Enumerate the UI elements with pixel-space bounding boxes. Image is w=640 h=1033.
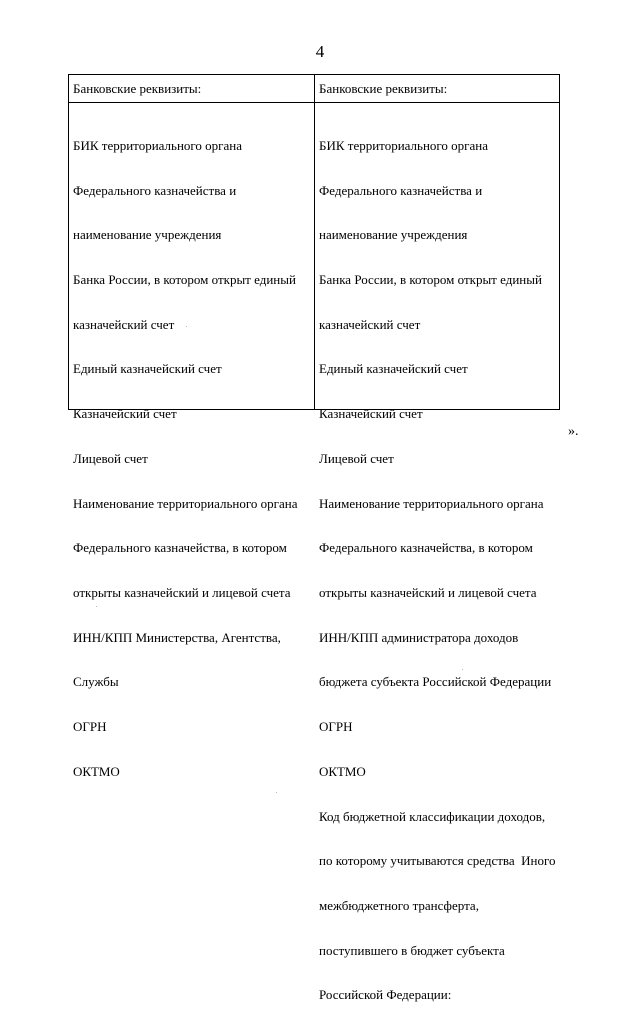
scan-speck <box>186 326 187 327</box>
left-details-cell <box>73 109 297 810</box>
right-detail-line: БИК территориального органа <box>319 137 488 153</box>
page-number: 4 <box>315 42 325 61</box>
left-detail-line: ИНН/КПП Министерства, Агентства, <box>73 629 281 645</box>
right-detail-line: Код бюджетной классификации доходов, <box>319 808 546 824</box>
left-detail-line: открыты казначейский и лицевой счета <box>73 585 291 600</box>
right-detail-line: Казначейский счет <box>319 406 423 422</box>
closing-quote: ». <box>568 424 579 439</box>
right-detail-line: наименование учреждения <box>319 227 468 243</box>
left-detail-line: Казначейский счет <box>73 406 177 422</box>
right-detail-line: ОГРН <box>319 719 353 735</box>
table-column-divider <box>314 75 315 409</box>
right-detail-line: Федерального казначейства, в котором <box>319 540 533 556</box>
right-detail-line: по которому учитываются средства Иного <box>319 853 556 869</box>
left-detail-line: БИК территориального органа <box>73 137 242 153</box>
right-detail-line: бюджета субъекта Российской Федерации <box>319 674 552 690</box>
right-detail-line: Федерального казначейства и <box>319 182 483 198</box>
right-detail-line: Банка России, в котором открыт единый <box>319 271 542 287</box>
scan-speck <box>462 669 463 670</box>
scan-speck <box>96 606 97 607</box>
right-detail-line: поступившего в бюджет субъекта <box>319 942 505 958</box>
left-detail-line: Единый казначейский счет <box>73 361 222 377</box>
left-header-cell: Банковские реквизиты: <box>73 81 202 96</box>
left-detail-line: Банка России, в котором открыт единый <box>73 271 296 287</box>
right-detail-line: казначейский счет <box>319 316 421 332</box>
left-detail-line: казначейский счет <box>73 316 175 332</box>
right-detail-line: Российской Федерации: <box>319 987 452 1003</box>
right-detail-line: ИНН/КПП администратора доходов <box>319 629 519 645</box>
left-detail-line: ОГРН <box>73 719 107 735</box>
scan-speck <box>276 792 277 793</box>
left-detail-line: наименование учреждения <box>73 227 222 243</box>
right-detail-line: Лицевой счет <box>319 450 394 466</box>
table-header-divider <box>69 102 559 103</box>
right-header-cell: Банковские реквизиты: <box>319 81 448 96</box>
right-detail-line: Единый казначейский счет <box>319 361 468 377</box>
bank-details-table <box>68 74 560 1003</box>
right-details-cell <box>319 109 555 1033</box>
left-detail-line: Наименование территориального органа <box>73 495 298 511</box>
right-detail-line: открыты казначейский и лицевой счета <box>319 585 537 600</box>
left-detail-line: Лицевой счет <box>73 450 148 466</box>
left-detail-line: ОКТМО <box>73 763 120 779</box>
right-detail-line: ОКТМО <box>319 763 366 779</box>
left-detail-line: Службы <box>73 674 119 690</box>
right-detail-line: Наименование территориального органа <box>319 495 544 511</box>
left-detail-line: Федерального казначейства, в котором <box>73 540 287 556</box>
left-detail-line: Федерального казначейства и <box>73 182 237 198</box>
right-detail-line: межбюджетного трансферта, <box>319 898 479 914</box>
